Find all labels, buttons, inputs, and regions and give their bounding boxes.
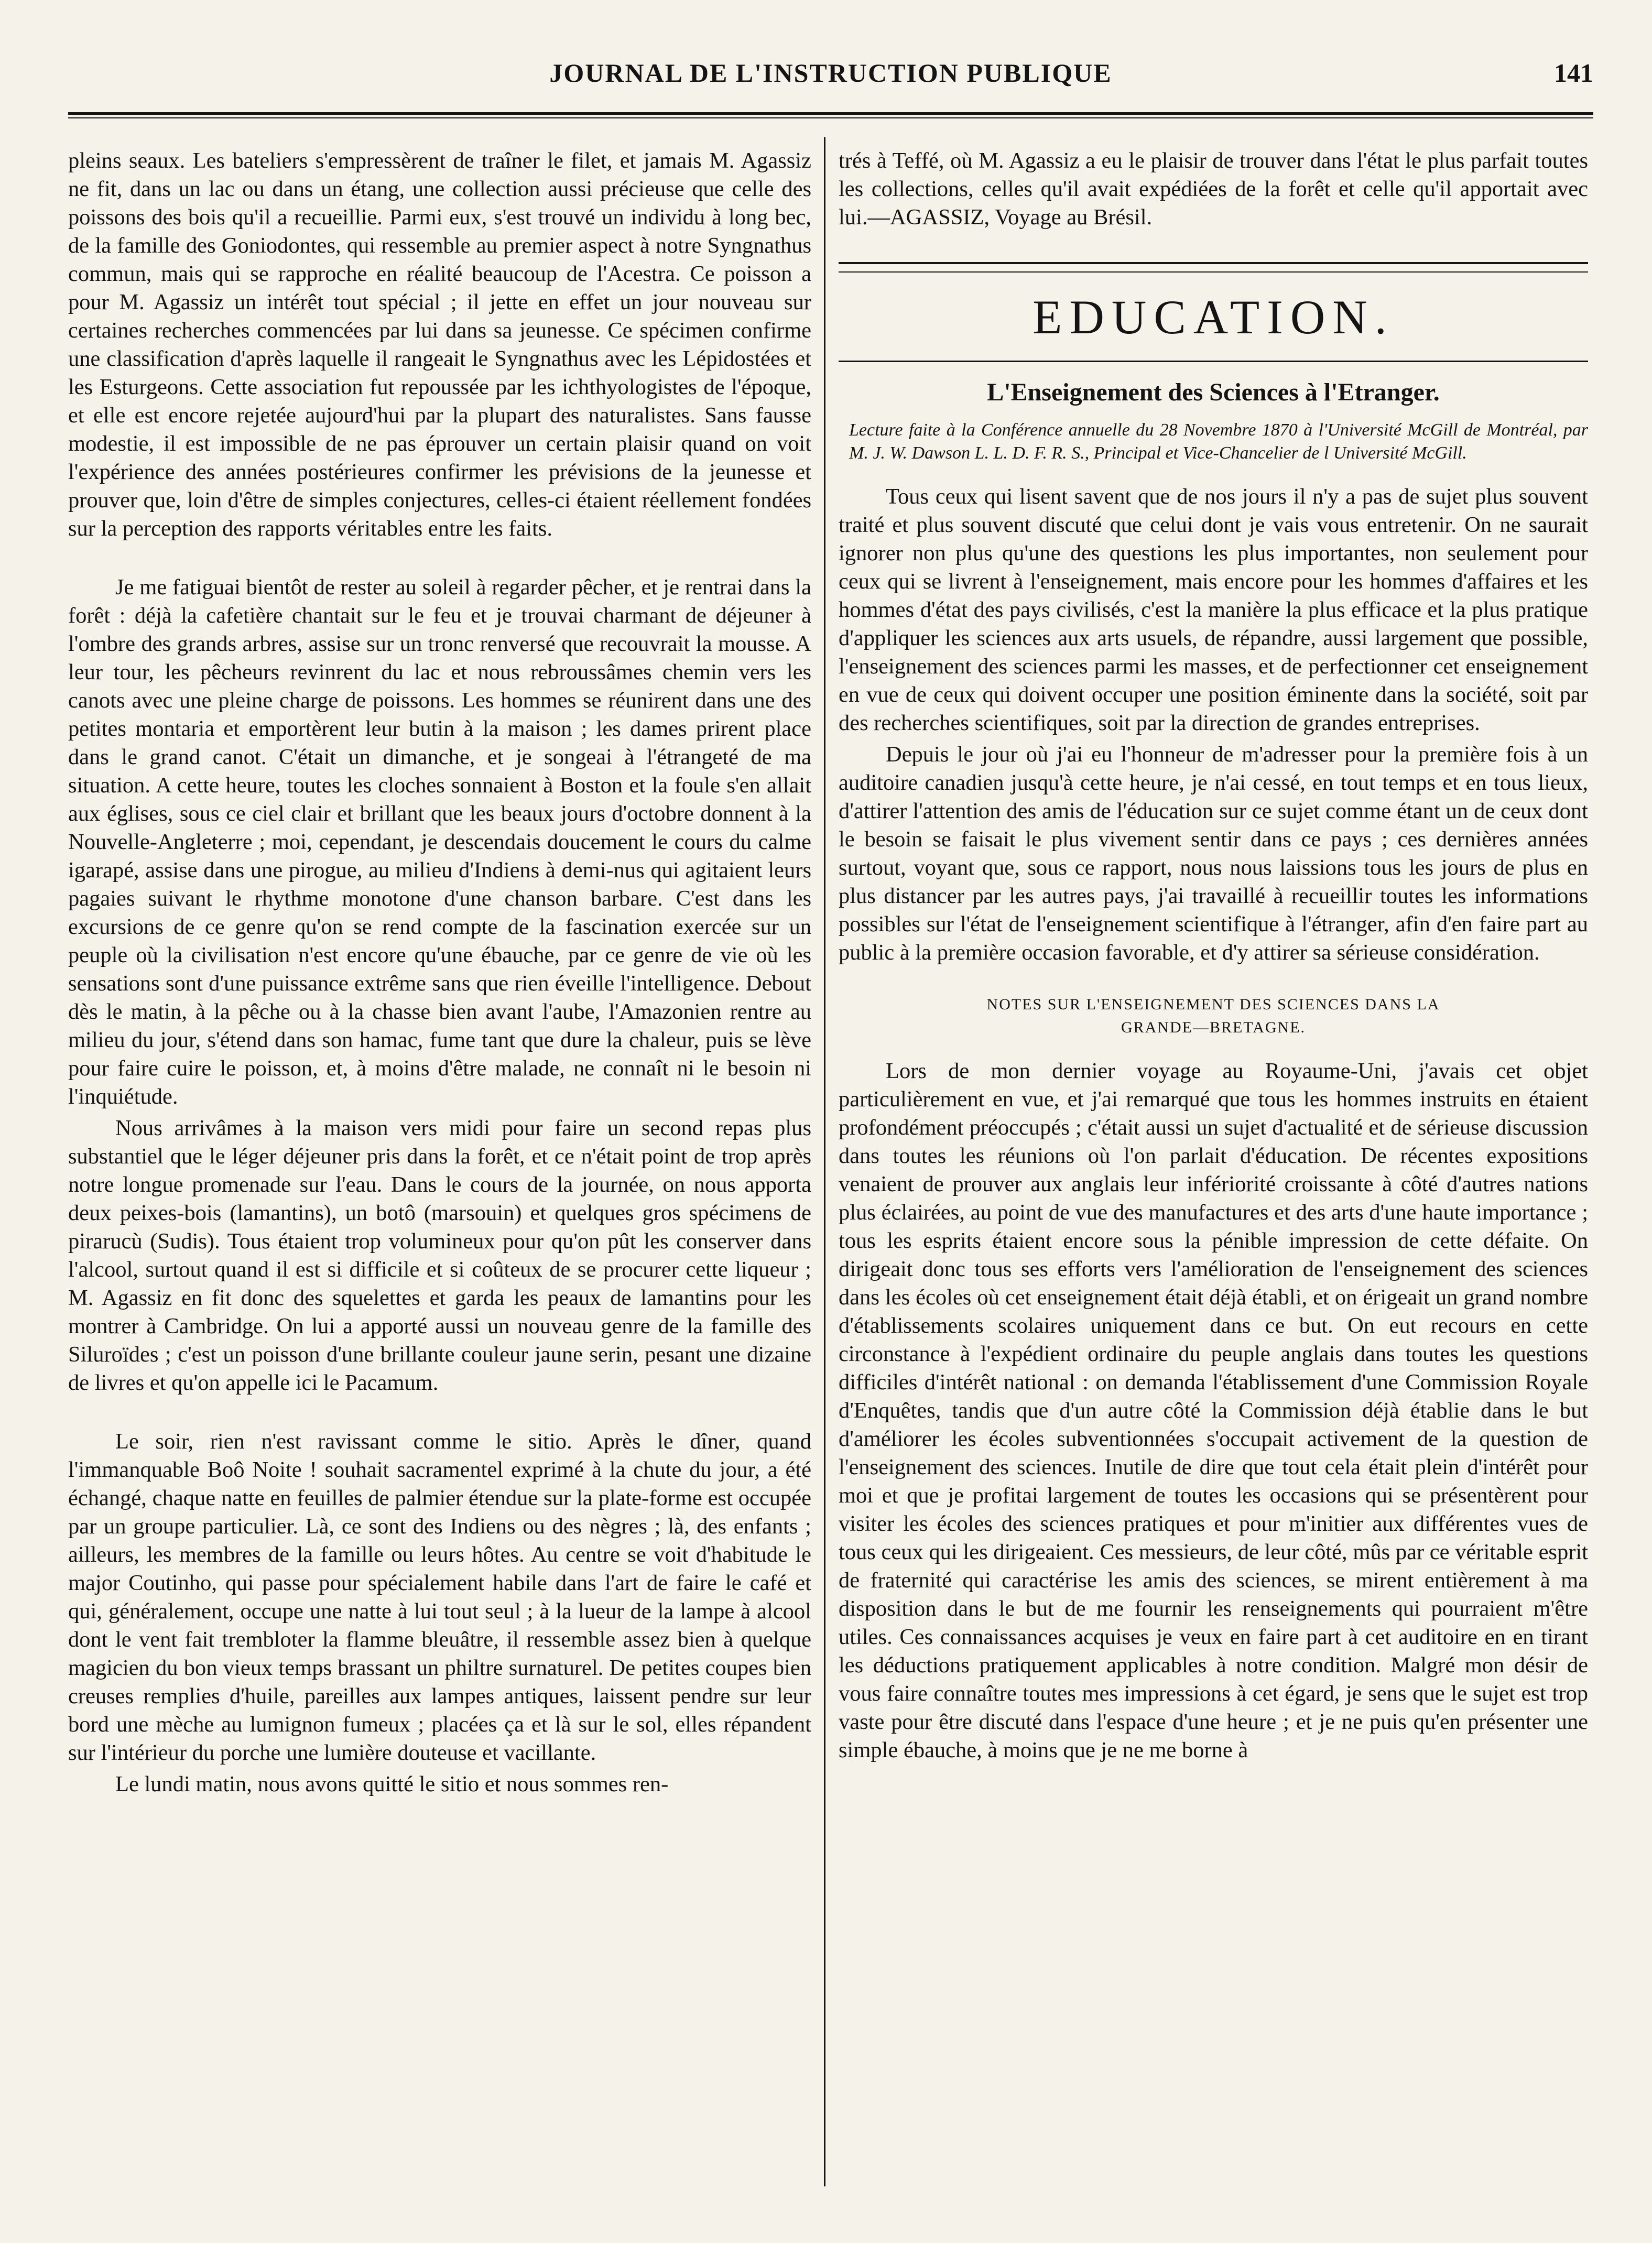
header-rule-thin xyxy=(68,117,1593,118)
page-header xyxy=(68,58,1593,94)
paragraph: Le lundi matin, nous avons quitté le sitio et nous sommes ren- xyxy=(115,1772,669,1796)
paragraph: pleins seaux. Les bateliers s'empressèrent de traîner le filet, et jamais M. Agassiz ne fit, dans un lac ou dans un étang, une collection aussi précieuse que celle des poissons des bois qu'il a recueillie. Parmi eux, s'est trouvé un individu à long bec, de la famille des Goniodontes, qui ressemble au premier aspect à notre Syngnathus commun, mais qui se rapproche en réalité beaucoup de l'Acestra. Ce poisson a pour M. Agassiz un intérêt tout spécial ; il jette en effet un jour nouveau sur certaines recherches commencées par lui dans sa jeunesse. Ce spécimen confirme une classification d'après laquelle il rangeait le Syngnathus avec les Lépidostées et les Esturgeons. Cette association fut repoussée par les ichthyologistes de l'époque, et elle est encore rejetée aujourd'hui par la plupart des naturalistes. Sans fausse modestie, il est impossible de ne pas éprouver un certain plaisir quand on voit l'expérience des années postérieures confirmer les prévisions de la jeunesse et prouver que, loin d'être de simples conjectures, celles-ci étaient réellement fondées sur la perception des rapports véritables entre les faits. xyxy=(68,148,811,541)
paragraph: Nous arrivâmes à la maison vers midi pour faire un second repas plus substantiel que le léger déjeuner pris dans la forêt, et ce n'était point de trop après notre longue promenade sur l'eau. Dans le cours de la journée, on nous apporta deux peixes-bois (lamantins), un botô (marsouin) et quelques gros spécimens de pirarucù (Sudis). Tous étaient trop volumineux pour qu'on pût les conserver dans l'alcool, surtout quand il est si difficile et si coûteux de se procurer cette liqueur ; M. Agassiz en fit donc des squelettes et garda les peaux de lamantins pour les montrer à Cambridge. On lui a apporté aussi un nouveau genre de la famille des Siluroïdes ; c'est un poisson d'une brillante couleur jaune serin, pesant une dizaine de livres et qu'on appelle ici le Pacamum. xyxy=(68,1116,811,1395)
left-column xyxy=(68,147,811,1799)
section-title: EDUCATION. xyxy=(1032,290,1394,344)
right-column xyxy=(839,147,1588,1765)
subheading-line: NOTES SUR L'ENSEIGNEMENT DES SCIENCES DANS LA xyxy=(986,996,1440,1013)
paragraph: Je me fatiguai bientôt de rester au soleil à regarder pêcher, et je rentrai dans la forêt : déjà la cafetière chantait sur le feu et je trouvai charmant de déjeuner à l'ombre des grands arbres, assise sur un tronc renversé que recouvrait la mousse. A leur tour, les pêcheurs revinrent du lac et nous rebroussâmes chemin vers les canots avec une pleine charge de poissons. Les hommes se réunirent dans une des petites montaria et emportèrent leur butin à la maison ; les dames prirent place dans le grand canot. C'était un dimanche, et je songeai à l'étrangeté de ma situation. A cette heure, toutes les cloches sonnaient à Boston et la foule s'en allait aux églises, sous ce ciel clair et brillant que les beaux jours d'octobre donnent à la Nouvelle-Angleterre ; moi, cependant, je descendais doucement le cours du calme igarapé, assise dans une pirogue, au milieu d'Indiens à demi-nus qui agitaient leurs pagaies suivant le rhythme monotone d'une chanson barbare. C'est dans les excursions de ce genre qu'on se rend compte de la fascination exercée sur un peuple où la civilisation n'est encore qu'une ébauche, par ce genre de vie où les sensations sont d'une puissance extrême sans que rien éveille l'intelligence. Debout dès le matin, à la pêche ou à la chasse bien avant l'aube, l'Amazonien rentre au milieu du jour, s'étend dans son hamac, fume tant que dure la chaleur, puis se lève pour faire cuire le poisson, et, à moins d'être malade, ne connaît ni le besoin ni l'inquiétude. xyxy=(68,575,811,1109)
paragraph: Le soir, rien n'est ravissant comme le sitio. Après le dîner, quand l'immanquable Boô Noite ! souhait sacramentel exprimé à la chute du jour, a été échangé, chaque natte en feuilles de palmier étendue sur la plate-forme est occupée par un groupe particulier. Là, ce sont des Indiens ou des nègres ; là, des enfants ; ailleurs, les membres de la famille ou leurs hôtes. Au centre se voit d'habitude le major Coutinho, qui passe pour spécialement habile dans l'art de faire le café et qui, généralement, occupe une natte à lui tout seul ; à la lueur de la lampe à alcool dont le vent fait trembloter la flamme bleuâtre, il ressemble assez bien à quelque magicien du bon vieux temps brassant un philtre surnaturel. De petites coupes bien creuses remplies d'huile, pareilles aux lampes antiques, laissent pendre sur leur bord une mèche au lumignon fumeux ; placées ça et là sur le sol, elles répandent sur l'intérieur du porche une lumière douteuse et vacillante. xyxy=(68,1429,811,1765)
header-rule xyxy=(68,112,1593,115)
article-title: L'Enseignement des Sciences à l'Etranger. xyxy=(987,378,1440,406)
subheading xyxy=(839,993,1588,1039)
lecture-note: Lecture faite à la Conférence annuelle du 28 Novembre 1870 à l'Université McGill de Montréal, par M. J. W. Dawson L. L. D. F. R. S., Principal et Vice-Chancelier de l Université McGill. xyxy=(849,420,1588,463)
subheading-line: GRANDE—BRETAGNE. xyxy=(1121,1019,1306,1036)
paragraph: Depuis le jour où j'ai eu l'honneur de m'adresser pour la première fois à un auditoire canadien jusqu'à cette heure, je n'ai cessé, en tout temps et en tous lieux, d'attirer l'attention des amis de l'éducation sur ce sujet comme étant un de ceux dont le besoin se faisait le plus vivement sentir dans ce pays ; ces dernières années surtout, voyant que, sous ce rapport, nous nous laissions tous les jours de plus en plus distancer par les autres pays, j'ai travaillé à recueillir toutes les informations possibles sur l'état de l'enseignement scientifique à l'étranger, afin d'en faire part au public à la première occasion favorable, et d'y attirer sa sérieuse considération. xyxy=(839,742,1588,965)
section-rule-bottom xyxy=(839,361,1588,362)
paragraph: Tous ceux qui lisent savent que de nos jours il n'y a pas de sujet plus souvent traité et plus souvent discuté que celui dont je vais vous entretenir. On ne saurait ignorer non plus qu'une des questions les plus importantes, non seulement pour ceux qui se livrent à l'enseignement, mais encore pour les hommes d'affaires et les hommes d'état des pays civilisés, c'est la manière la plus efficace et la plus pratique d'appliquer les sciences aux arts usuels, de répandre, aussi largement que possible, l'enseignement des sciences parmi les masses, et de perfectionner cet enseignement en vue de ceux qui doivent occuper une position éminente dans la société, soit par des recherches scientifiques, soit par la direction de grandes entreprises. xyxy=(839,484,1588,735)
section-rule xyxy=(839,262,1588,273)
journal-title: JOURNAL DE L'INSTRUCTION PUBLIQUE xyxy=(549,58,1112,88)
page-number: 141 xyxy=(1554,58,1593,88)
paragraph: trés à Teffé, où M. Agassiz a eu le plaisir de trouver dans l'état le plus parfait toutes les collections, celles qu'il avait expédiées de la forêt et celle qu'il apportait avec lui.—AGASSIZ, Voyage au Brésil. xyxy=(839,148,1588,230)
paragraph: Lors de mon dernier voyage au Royaume-Uni, j'avais cet objet particulièrement en vue, et j'ai remarqué que tous les hommes instruits en étaient profondément préoccupés ; c'était aussi un sujet d'actualité et de sérieuse discussion dans toutes les réunions où l'on parlait d'éducation. De récentes expositions venaient de prouver aux anglais leur infériorité croissante à côté d'autres nations plus éclairées, au point de vue des manufactures et des arts d'une haute importance ; tous les esprits étaient encore sous la pénible impression de cette défaite. On dirigeait donc tous ses efforts vers l'amélioration de l'enseignement des sciences dans les écoles où cet enseignement était déjà établi, et on érigeait un grand nombre d'établissements scolaires uniquement dans ce but. On eut recours en cette circonstance à l'expédient ordinaire du peuple anglais dans toutes les questions difficiles d'intérêt national : on demanda l'établissement d'une Commission Royale d'Enquêtes, tandis que d'un autre côté la Commission déjà établie dans le but d'améliorer les écoles subventionnées s'occupait activement de la question de l'enseignement des sciences. Inutile de dire que tout cela était plein d'intérêt pour moi et que je profitai largement de toutes les occasions qui se présentèrent pour visiter les écoles des sciences pratiques et pour m'initier aux différentes vues de tous ceux qui les dirigeaient. Ces messieurs, de leur côté, mûs par ce véritable esprit de fraternité qui caractérise les amis des sciences, se mirent entièrement à ma disposition dans le but de me fournir les renseignements qui pourraient m'être utiles. Ces connaissances acquises je veux en faire part à cet auditoire en en tirant les déductions pratiquement applicables à notre condition. Malgré mon désir de vous faire connaître toutes mes impressions à cet égard, je sens que le sujet est trop vaste pour être discuté dans l'espace d'une heure ; et je ne puis qu'en présenter une simple ébauche, à moins que je ne me borne à xyxy=(839,1059,1588,1762)
column-divider xyxy=(824,137,825,2186)
